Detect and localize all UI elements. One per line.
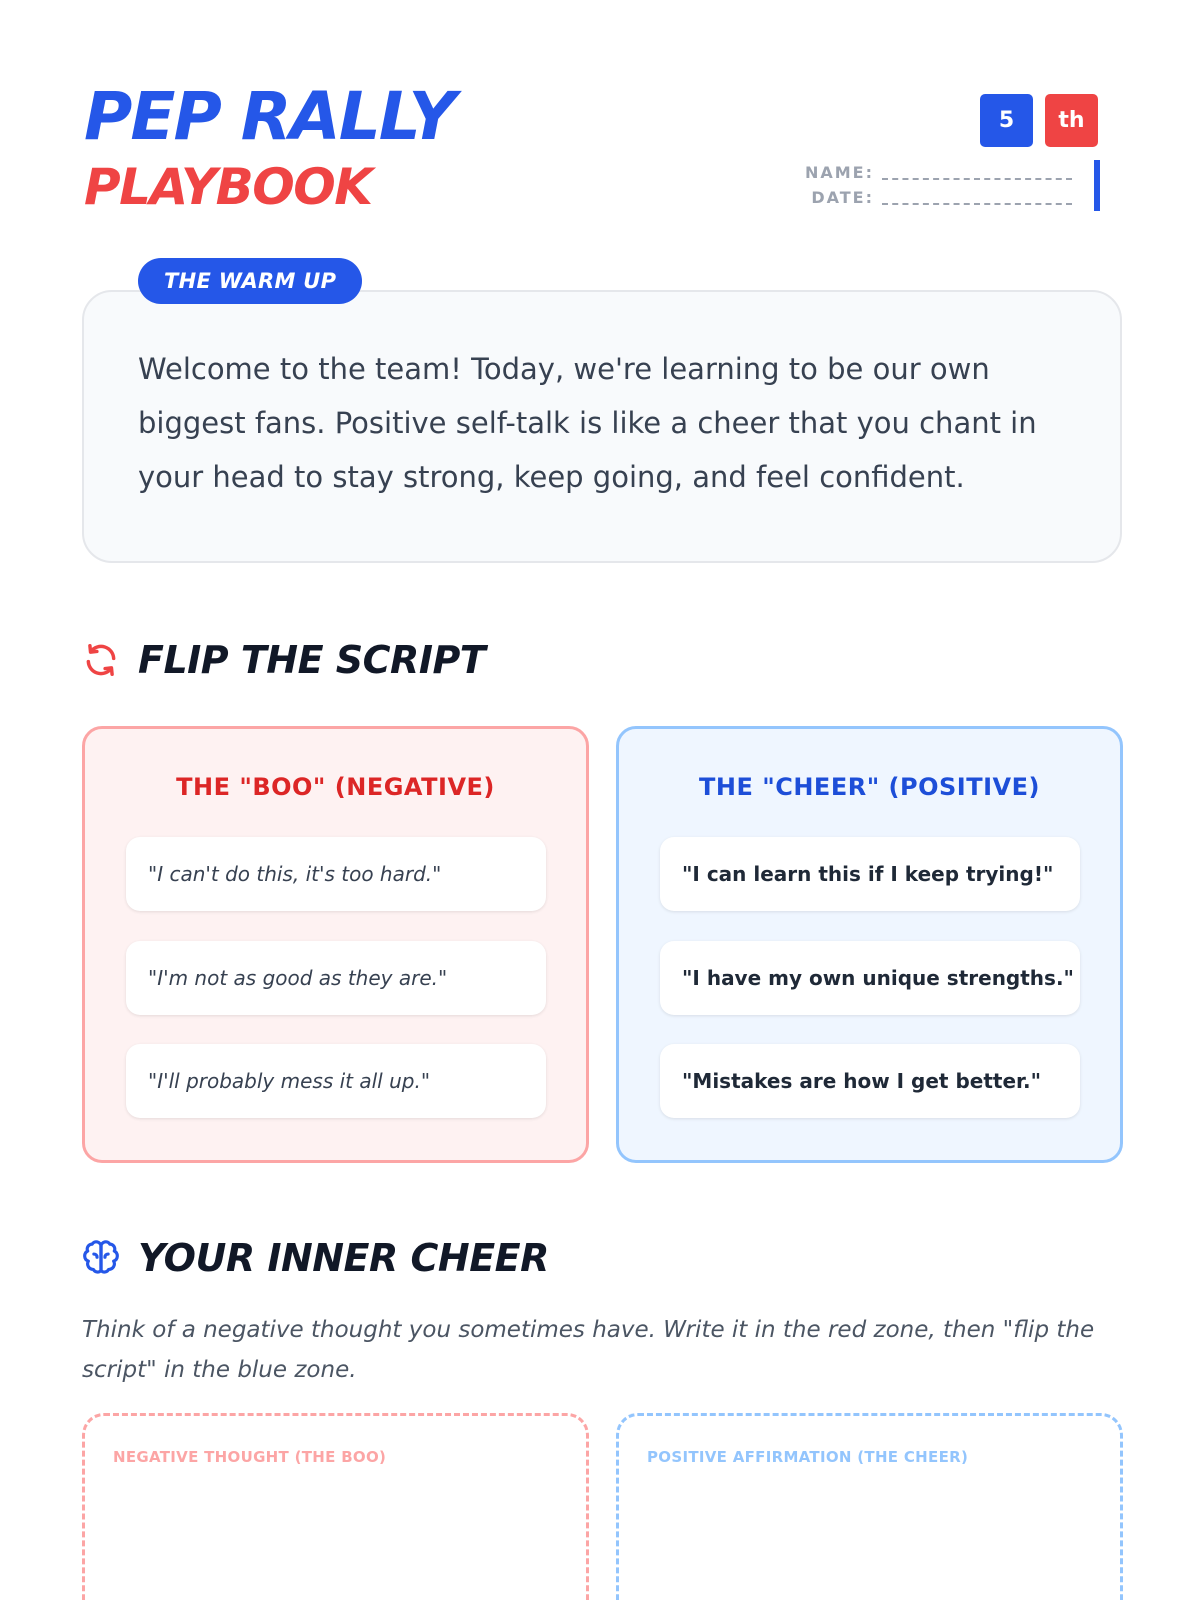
- positive-card-title: THE "CHEER" (POSITIVE): [699, 773, 1040, 801]
- instructions-text: Think of a negative thought you sometimes have. Write it in the red zone, then "flip the script" in the blue zone.: [82, 1317, 1095, 1383]
- warmup-label: THE WARM UP: [138, 258, 362, 304]
- positive-affirmation-zone[interactable]: [616, 1413, 1123, 1600]
- positive-card: [616, 726, 1123, 1163]
- inner-section-header: [82, 1236, 549, 1280]
- name-label: NAME:: [804, 163, 874, 182]
- negative-quote: "I'll probably mess it all up.": [126, 1044, 546, 1118]
- inner-section-title: YOUR INNER CHEER: [138, 1236, 549, 1280]
- negative-zone-label: NEGATIVE THOUGHT (THE BOO): [113, 1448, 387, 1466]
- name-field-row: [805, 160, 1072, 185]
- positive-quote: "I can learn this if I keep trying!": [660, 837, 1080, 911]
- positive-quote: "I have my own unique strengths.": [660, 941, 1080, 1015]
- refresh-icon: [82, 641, 120, 679]
- negative-thought-zone[interactable]: [82, 1413, 589, 1600]
- date-field-row: [805, 185, 1072, 210]
- date-field[interactable]: [882, 191, 1072, 205]
- flip-section-header: [82, 638, 485, 682]
- brain-icon: [82, 1239, 120, 1277]
- positive-zone-label: POSITIVE AFFIRMATION (THE CHEER): [647, 1448, 969, 1466]
- name-date-fields: [805, 160, 1100, 211]
- negative-quote: "I can't do this, it's too hard.": [126, 837, 546, 911]
- negative-quote: "I'm not as good as they are.": [126, 941, 546, 1015]
- grade-suffix-badge: th: [1045, 94, 1098, 147]
- negative-card-title: THE "BOO" (NEGATIVE): [176, 773, 495, 801]
- date-label: DATE:: [811, 188, 874, 207]
- name-field[interactable]: [882, 166, 1072, 180]
- grade-number-badge: 5: [980, 94, 1033, 147]
- negative-card: [82, 726, 589, 1163]
- flip-section-title: FLIP THE SCRIPT: [138, 638, 486, 682]
- page-title: PEP RALLY: [84, 78, 455, 155]
- positive-quote: "Mistakes are how I get better.": [660, 1044, 1080, 1118]
- page-subtitle: PLAYBOOK: [84, 158, 372, 216]
- grade-badge-group: [980, 94, 1098, 147]
- warmup-text: Welcome to the team! Today, we're learning to be our own biggest fans. Positive self-talk is like a cheer that you chant in your head to stay strong, keep going, and feel confident.: [138, 352, 1037, 494]
